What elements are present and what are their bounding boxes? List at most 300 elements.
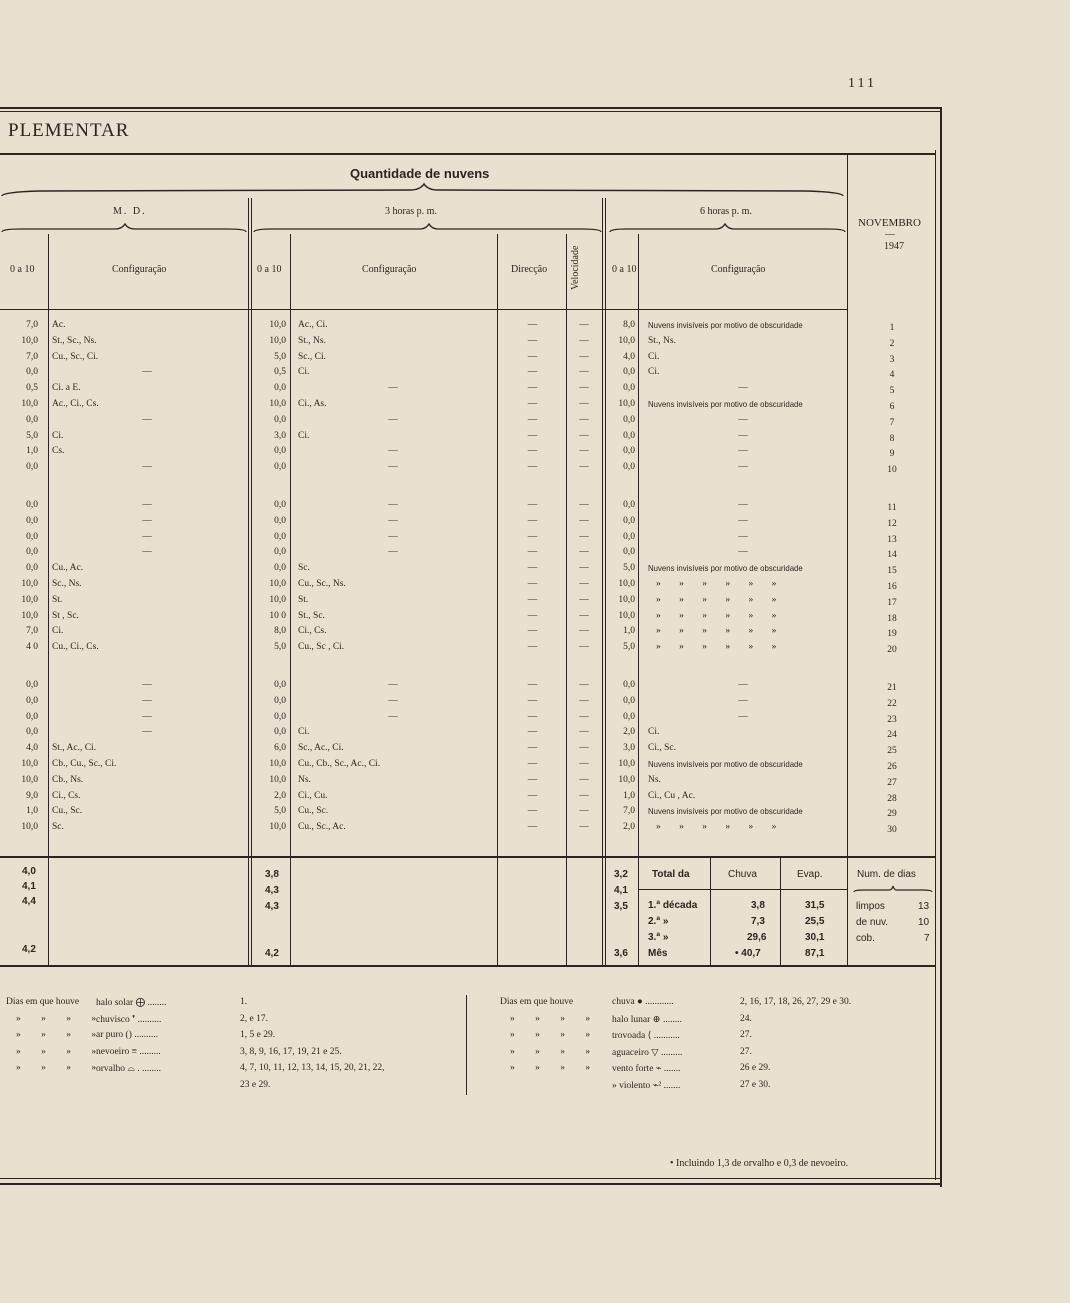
num-dias-brace bbox=[852, 884, 934, 894]
h6-value: 10,0 bbox=[618, 594, 635, 605]
h6-scale-header: 0 a 10 bbox=[612, 264, 637, 275]
footer-prefix: » » » » bbox=[510, 1046, 600, 1057]
velocidade-value: — bbox=[579, 399, 589, 409]
dias-value: 13 bbox=[918, 901, 930, 912]
md-config: St., Ac., Ci. bbox=[52, 743, 97, 754]
page-number: 111 bbox=[848, 76, 877, 91]
h3-config: Cu., Sc. bbox=[298, 806, 329, 817]
h3-config: Sc., Ci. bbox=[298, 351, 326, 362]
h3-config: — bbox=[388, 462, 398, 473]
md-value: 0,0 bbox=[26, 695, 38, 706]
summary-col-divider bbox=[847, 858, 848, 966]
velocidade-value: — bbox=[579, 626, 589, 637]
velocidade-value: — bbox=[579, 774, 589, 785]
summary-h6: 4,1 bbox=[614, 885, 628, 896]
direccao-value: — bbox=[527, 806, 538, 817]
h3-config: Cu., Sc , Ci. bbox=[298, 642, 345, 653]
h3-value: 0,0 bbox=[274, 515, 286, 526]
md-config: Ci. a E. bbox=[52, 383, 81, 394]
h3-config: — bbox=[388, 446, 398, 457]
h6-value: 4,0 bbox=[623, 351, 635, 362]
day-number: 9 bbox=[889, 449, 895, 460]
period-evap: 87,1 bbox=[805, 948, 825, 959]
md-value: 9,0 bbox=[26, 790, 38, 801]
summary-h3: 4,3 bbox=[265, 885, 279, 896]
h3-config: Cu., Cb., Sc., Ac., Ci. bbox=[298, 759, 381, 769]
footer-prefix: » » » » bbox=[16, 1030, 106, 1040]
velocidade-value: — bbox=[579, 430, 589, 441]
md-config: — bbox=[142, 727, 152, 738]
md-config: Cu., Ci., Cs. bbox=[52, 642, 99, 653]
footer-days: 1. bbox=[240, 997, 248, 1007]
h3-value: 0,0 bbox=[274, 711, 286, 722]
h3-config: — bbox=[388, 711, 398, 722]
h6-config: — bbox=[738, 680, 748, 690]
md-config: — bbox=[142, 680, 152, 690]
quantidade-brace bbox=[0, 182, 848, 198]
period-chuva: 7,3 bbox=[751, 916, 765, 927]
md-config: Ac. bbox=[52, 320, 66, 330]
footer-phenomenon: » violento ⌁² ....... bbox=[612, 1080, 681, 1091]
summary-col-divider bbox=[251, 858, 252, 966]
h3-heading: 3 horas p. m. bbox=[385, 206, 437, 217]
direccao-value: — bbox=[527, 399, 538, 409]
direccao-value: — bbox=[527, 430, 538, 441]
h6-value: 2,0 bbox=[623, 822, 635, 833]
direccao-value: — bbox=[527, 320, 538, 330]
md-config: — bbox=[142, 515, 152, 526]
md-value: 0,0 bbox=[26, 711, 38, 722]
summary-col-divider bbox=[602, 858, 603, 966]
velocidade-value: — bbox=[579, 335, 589, 346]
md-value: 10,0 bbox=[21, 774, 38, 785]
h3-config: Sc. bbox=[298, 563, 310, 574]
page-title: PLEMENTAR bbox=[8, 120, 130, 141]
col-divider bbox=[638, 234, 639, 858]
h6-brace bbox=[608, 222, 848, 234]
summary-col-divider bbox=[497, 858, 498, 966]
h6-config: — bbox=[738, 430, 748, 441]
velocidade-value: — bbox=[579, 515, 589, 526]
day-number: 13 bbox=[887, 534, 897, 545]
summary-col-divider bbox=[290, 858, 291, 966]
md-value: 10,0 bbox=[21, 610, 38, 621]
day-number: 2 bbox=[889, 338, 895, 349]
h3-value: 5,0 bbox=[274, 351, 286, 362]
h6-value: 10,0 bbox=[618, 759, 635, 769]
summary-col-divider bbox=[248, 858, 249, 966]
day-number: 15 bbox=[887, 566, 897, 577]
h6-value: 1,0 bbox=[623, 626, 635, 637]
md-value: 0,0 bbox=[26, 414, 38, 425]
h3-config: St., Ns. bbox=[298, 335, 326, 346]
md-value: 7,0 bbox=[26, 626, 38, 637]
day-number: 21 bbox=[887, 683, 897, 693]
h3-value: 10 0 bbox=[269, 610, 286, 621]
h6-config: — bbox=[738, 515, 748, 526]
h6-config: Ci., Cu , Ac. bbox=[648, 790, 696, 801]
md-config: St. bbox=[52, 594, 63, 605]
md-config: Sc. bbox=[52, 822, 64, 833]
summary-col-divider bbox=[638, 858, 639, 966]
col-divider bbox=[248, 198, 249, 858]
bottom-rule bbox=[0, 1178, 942, 1179]
md-config: — bbox=[142, 711, 152, 722]
direccao-value: — bbox=[527, 500, 538, 510]
direccao-value: — bbox=[527, 594, 538, 605]
h6-value: 1,0 bbox=[623, 790, 635, 801]
summary-col-divider bbox=[710, 858, 711, 966]
velocidade-value: — bbox=[579, 500, 589, 510]
day-number: 23 bbox=[887, 714, 897, 725]
summary-col-divider bbox=[605, 858, 606, 966]
period-chuva: • 40,7 bbox=[735, 948, 761, 959]
velocidade-value: — bbox=[579, 579, 589, 589]
footer-days: 27 e 30. bbox=[740, 1079, 771, 1090]
dias-label: de nuv. bbox=[856, 917, 889, 928]
day-number: 20 bbox=[887, 645, 897, 656]
h6-value: 5,0 bbox=[623, 642, 635, 653]
h3-config: Ci. bbox=[298, 367, 310, 378]
footer-phenomenon: trovoada ⟨ ........... bbox=[612, 1031, 680, 1041]
md-config: — bbox=[142, 367, 152, 378]
h6-value: 2,0 bbox=[623, 727, 635, 738]
dias-value: 10 bbox=[918, 917, 930, 928]
h3-config: — bbox=[388, 547, 398, 558]
h3-value: 10,0 bbox=[269, 774, 286, 785]
direccao-value: — bbox=[527, 351, 538, 362]
period-chuva: 3,8 bbox=[751, 900, 765, 911]
h6-config: Ns. bbox=[648, 774, 661, 785]
h6-config: » » » » » » bbox=[656, 579, 785, 589]
velocidade-value: — bbox=[579, 759, 589, 769]
summary-rule bbox=[0, 856, 936, 858]
direccao-value: — bbox=[527, 367, 538, 378]
footer-days: 27. bbox=[740, 1046, 752, 1057]
h6-config: — bbox=[738, 446, 748, 457]
day-number: 30 bbox=[887, 825, 897, 836]
footer-days: 2, 16, 17, 18, 26, 27, 29 e 30. bbox=[740, 997, 852, 1007]
h6-config: » » » » » » bbox=[656, 594, 785, 605]
h6-value: 10,0 bbox=[618, 399, 635, 409]
h6-config: — bbox=[738, 383, 748, 394]
h6-config: Nuvens invisíveis por motivo de obscuridade bbox=[648, 320, 803, 330]
day-number: 25 bbox=[887, 746, 897, 757]
h6-value: 10,0 bbox=[618, 774, 635, 785]
period-label: 3.ª » bbox=[648, 932, 669, 943]
footer-prefix: » » » » bbox=[510, 1063, 600, 1073]
velocidade-value: — bbox=[579, 320, 589, 330]
footer-days: 27. bbox=[740, 1030, 752, 1040]
h6-config: Nuvens invisíveis por motivo de obscuridade bbox=[648, 759, 803, 769]
day-number: 14 bbox=[887, 550, 897, 561]
h6-value: 0,0 bbox=[623, 695, 635, 706]
velocidade-value: — bbox=[579, 351, 589, 362]
day-number: 4 bbox=[889, 370, 895, 381]
h3-config: Ci., Cu. bbox=[298, 790, 328, 801]
col-divider bbox=[251, 198, 252, 858]
md-config: — bbox=[142, 414, 152, 425]
velocidade-value: — bbox=[579, 383, 589, 394]
day-number: 26 bbox=[887, 762, 897, 772]
summary-h6: 3,2 bbox=[614, 869, 628, 880]
md-value: 10,0 bbox=[21, 579, 38, 589]
summary-h3: 4,2 bbox=[265, 948, 279, 959]
h3-value: 10,0 bbox=[269, 822, 286, 833]
footer-phenomenon: orvalho ⌓ . ........ bbox=[96, 1064, 162, 1074]
day-number: 17 bbox=[887, 597, 897, 608]
md-value: 4 0 bbox=[26, 642, 38, 653]
h6-value: 5,0 bbox=[623, 563, 635, 574]
h3-value: 2,0 bbox=[274, 790, 286, 801]
direccao-value: — bbox=[527, 790, 538, 801]
h3-value: 10,0 bbox=[269, 399, 286, 409]
velocidade-value: — bbox=[579, 462, 589, 473]
period-label: Mês bbox=[648, 948, 668, 959]
md-config: Cu., Sc. bbox=[52, 806, 83, 817]
day-number: 27 bbox=[887, 777, 897, 788]
velocidade-value: — bbox=[579, 743, 589, 754]
h6-config: — bbox=[738, 711, 748, 722]
right-frame-outer bbox=[940, 107, 942, 1187]
h3-config: St., Sc. bbox=[298, 610, 325, 621]
footer-prefix: » » » » bbox=[16, 1063, 106, 1073]
day-number: 29 bbox=[887, 809, 897, 820]
h3-scale-header: 0 a 10 bbox=[257, 264, 282, 275]
summary-md: 4,1 bbox=[22, 881, 36, 892]
footer-days: 23 e 29. bbox=[240, 1079, 271, 1090]
col-divider bbox=[602, 198, 603, 858]
h6-value: 0,0 bbox=[623, 500, 635, 510]
md-value: 0,0 bbox=[26, 680, 38, 690]
day-number: 22 bbox=[887, 698, 897, 709]
md-config: Ac., Ci., Cs. bbox=[52, 399, 99, 409]
md-value: 10,0 bbox=[21, 399, 38, 409]
md-config: Ci. bbox=[52, 430, 64, 441]
h6-config: » » » » » » bbox=[656, 822, 785, 833]
h3-config: Ci. bbox=[298, 727, 310, 738]
md-config: Ci. bbox=[52, 626, 64, 637]
h6-config: — bbox=[738, 462, 748, 473]
direccao-value: — bbox=[527, 579, 538, 589]
md-value: 0,0 bbox=[26, 727, 38, 738]
h6-value: 7,0 bbox=[623, 806, 635, 817]
md-value: 1,0 bbox=[26, 446, 38, 457]
h6-config: — bbox=[738, 531, 748, 542]
h3-value: 0,5 bbox=[274, 367, 286, 378]
h3-value: 0,0 bbox=[274, 695, 286, 706]
col-divider bbox=[605, 198, 606, 858]
footer-divider bbox=[466, 995, 467, 1095]
year-heading: 1947 bbox=[884, 241, 904, 252]
day-number: 18 bbox=[887, 613, 897, 624]
velocidade-value: — bbox=[579, 822, 589, 833]
h6-config: Ci., Sc. bbox=[648, 743, 676, 754]
h6-value: 0,0 bbox=[623, 446, 635, 457]
footer-prefix: Dias em que houve bbox=[500, 997, 574, 1007]
col-divider bbox=[497, 234, 498, 858]
md-value: 10,0 bbox=[21, 335, 38, 346]
col-divider bbox=[48, 234, 49, 858]
h3-config: Ci., As. bbox=[298, 399, 327, 409]
md-value: 10,0 bbox=[21, 759, 38, 769]
col-divider bbox=[566, 234, 567, 858]
md-brace bbox=[0, 222, 248, 234]
direccao-header: Direcção bbox=[511, 264, 548, 275]
md-config-header: Configuração bbox=[112, 264, 167, 275]
footer-prefix: Dias em que houve bbox=[6, 997, 80, 1007]
footer-days: 4, 7, 10, 11, 12, 13, 14, 15, 20, 21, 22, bbox=[240, 1063, 385, 1073]
footer-days: 1, 5 e 29. bbox=[240, 1030, 276, 1040]
h6-config: — bbox=[738, 500, 748, 510]
md-config: — bbox=[142, 531, 152, 542]
md-config: — bbox=[142, 500, 152, 510]
md-scale-header: 0 a 10 bbox=[10, 264, 35, 275]
h6-value: 0,0 bbox=[623, 547, 635, 558]
md-value: 0,0 bbox=[26, 462, 38, 473]
summary-h3: 4,3 bbox=[265, 901, 279, 912]
md-value: 0,0 bbox=[26, 531, 38, 542]
day-number: 6 bbox=[889, 402, 895, 412]
h3-config: Ci., Cs. bbox=[298, 626, 327, 637]
h6-value: 0,0 bbox=[623, 680, 635, 690]
velocidade-value: — bbox=[579, 806, 589, 817]
velocidade-value: — bbox=[579, 446, 589, 457]
direccao-value: — bbox=[527, 822, 538, 833]
footer-prefix: » » » » bbox=[16, 1013, 106, 1024]
md-value: 0,0 bbox=[26, 367, 38, 378]
velocidade-value: — bbox=[579, 563, 589, 574]
footer-phenomenon: chuva ● ............ bbox=[612, 997, 674, 1007]
md-config: Cu., Ac. bbox=[52, 563, 84, 574]
direccao-value: — bbox=[527, 547, 538, 558]
dias-label: cob. bbox=[856, 933, 875, 944]
footer-prefix: » » » » bbox=[16, 1046, 106, 1057]
day-number: 24 bbox=[887, 730, 897, 741]
md-value: 10,0 bbox=[21, 594, 38, 605]
direccao-value: — bbox=[527, 680, 538, 690]
md-config: — bbox=[142, 695, 152, 706]
md-config: Ci., Cs. bbox=[52, 790, 81, 801]
md-config: St., Sc., Ns. bbox=[52, 335, 97, 346]
footer-phenomenon: halo solar ⨁ ........ bbox=[96, 998, 167, 1008]
period-evap: 31,5 bbox=[805, 900, 825, 911]
h3-config: Cu., Sc., Ac. bbox=[298, 822, 346, 833]
direccao-value: — bbox=[527, 727, 538, 738]
month-dash: — bbox=[885, 229, 895, 240]
summary-col-divider bbox=[48, 858, 49, 966]
h6-heading: 6 horas p. m. bbox=[700, 206, 752, 217]
h3-config: Ac., Ci. bbox=[298, 320, 328, 330]
h3-config: — bbox=[388, 531, 398, 542]
h6-config-header: Configuração bbox=[711, 264, 766, 275]
h3-value: 10,0 bbox=[269, 335, 286, 346]
h6-config: — bbox=[738, 414, 748, 425]
summary-md: 4,2 bbox=[22, 944, 36, 955]
h3-value: 0,0 bbox=[274, 563, 286, 574]
h3-value: 0,0 bbox=[274, 446, 286, 457]
velocidade-value: — bbox=[579, 642, 589, 653]
velocidade-value: — bbox=[579, 727, 589, 738]
chuva-label: Chuva bbox=[728, 869, 757, 880]
h3-config: — bbox=[388, 383, 398, 394]
h3-value: 8,0 bbox=[274, 626, 286, 637]
md-value: 7,0 bbox=[26, 320, 38, 330]
footer-phenomenon: halo lunar ⊕ ........ bbox=[612, 1014, 682, 1025]
md-value: 0,0 bbox=[26, 547, 38, 558]
velocidade-value: — bbox=[579, 711, 589, 722]
h6-value: 10,0 bbox=[618, 579, 635, 589]
period-evap: 30,1 bbox=[805, 932, 825, 943]
period-label: 1.ª década bbox=[648, 900, 698, 911]
direccao-value: — bbox=[527, 695, 538, 706]
day-number: 1 bbox=[889, 323, 895, 333]
velocidade-value: — bbox=[579, 680, 589, 690]
h3-value: 0,0 bbox=[274, 727, 286, 738]
h3-config-header: Configuração bbox=[362, 264, 417, 275]
bottom-rule-thick bbox=[0, 1183, 942, 1185]
md-config: Cs. bbox=[52, 446, 65, 457]
day-number: 16 bbox=[887, 582, 897, 592]
velocidade-value: — bbox=[579, 531, 589, 542]
md-config: Cu., Sc., Ci. bbox=[52, 351, 99, 362]
md-config: — bbox=[142, 547, 152, 558]
h3-config: — bbox=[388, 515, 398, 526]
h6-value: 0,0 bbox=[623, 515, 635, 526]
md-value: 10,0 bbox=[21, 822, 38, 833]
footer-days: 26 e 29. bbox=[740, 1063, 771, 1073]
h3-config: — bbox=[388, 680, 398, 690]
md-config: — bbox=[142, 462, 152, 473]
direccao-value: — bbox=[527, 642, 538, 653]
h6-config: Nuvens invisíveis por motivo de obscuridade bbox=[648, 399, 803, 409]
summary-md: 4,4 bbox=[22, 896, 36, 907]
footer-phenomenon: aguaceiro ▽ ......... bbox=[612, 1047, 683, 1058]
footer-days: 2, e 17. bbox=[240, 1013, 268, 1024]
h3-value: 3,0 bbox=[274, 430, 286, 441]
direccao-value: — bbox=[527, 711, 538, 722]
h6-config: » » » » » » bbox=[656, 610, 785, 621]
md-config: Cb., Cu., Sc., Ci. bbox=[52, 759, 117, 769]
direccao-value: — bbox=[527, 383, 538, 394]
h6-value: 0,0 bbox=[623, 430, 635, 441]
h6-value: 0,0 bbox=[623, 383, 635, 394]
md-value: 5,0 bbox=[26, 430, 38, 441]
quantidade-heading: Quantidade de nuvens bbox=[350, 166, 490, 181]
month-heading: NOVEMBRO bbox=[858, 217, 921, 229]
summary-end-rule bbox=[0, 965, 936, 967]
day-number: 12 bbox=[887, 518, 897, 529]
md-config: Cb., Ns. bbox=[52, 774, 84, 785]
top-rule-thin bbox=[0, 111, 942, 112]
h6-config: Ci. bbox=[648, 351, 660, 362]
h3-value: 0,0 bbox=[274, 680, 286, 690]
md-value: 7,0 bbox=[26, 351, 38, 362]
h3-brace bbox=[252, 222, 604, 234]
col-divider bbox=[290, 234, 291, 858]
h6-config: Nuvens invisíveis por motivo de obscuridade bbox=[648, 806, 803, 817]
h3-config: — bbox=[388, 414, 398, 425]
day-number: 3 bbox=[889, 354, 895, 365]
h3-value: 10,0 bbox=[269, 594, 286, 605]
dias-value: 7 bbox=[924, 933, 930, 944]
footer-phenomenon: ar puro () .......... bbox=[96, 1030, 158, 1040]
h3-config: — bbox=[388, 500, 398, 510]
velocidade-value: — bbox=[579, 414, 589, 425]
summary-col-divider bbox=[566, 858, 567, 966]
h6-value: 10,0 bbox=[618, 335, 635, 346]
md-value: 0,0 bbox=[26, 515, 38, 526]
